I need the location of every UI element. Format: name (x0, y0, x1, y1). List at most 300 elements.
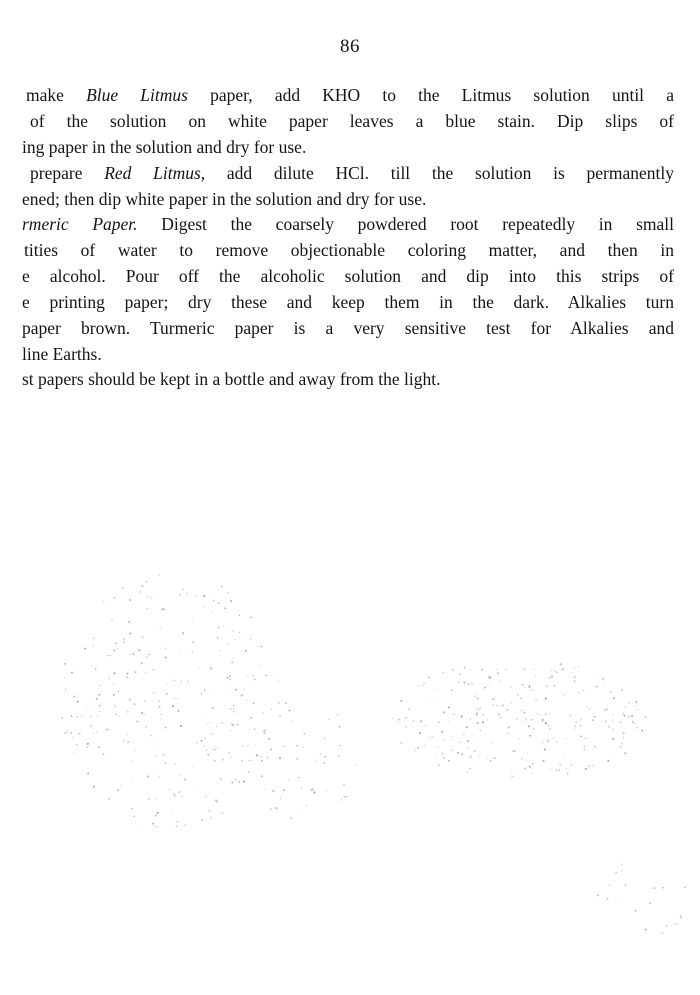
speckle-dot (153, 693, 154, 694)
speckle-dot (615, 871, 617, 873)
speckle-dot (86, 746, 88, 748)
speckle-dot (337, 714, 338, 715)
speckle-dot (279, 757, 281, 759)
speckle-dot (146, 581, 147, 582)
speckle-dot (262, 712, 263, 713)
speckle-dot (268, 738, 270, 740)
speckle-dot (612, 714, 613, 715)
text-line-10 (0, 317, 674, 339)
speckle-dot (256, 754, 258, 756)
speckle-dot (512, 750, 514, 752)
speckle-dot (604, 709, 606, 711)
speckle-dot (149, 654, 151, 656)
speckle-dot (232, 631, 233, 632)
text-line-4 (0, 162, 674, 184)
speckle-dot (99, 685, 100, 686)
speckle-dot (404, 717, 405, 718)
speckle-dot (539, 714, 540, 715)
speckle-dot (132, 653, 134, 655)
speckle-dot (230, 708, 232, 710)
speckle-dot (271, 675, 272, 676)
speckle-dot (127, 741, 128, 742)
text-run: paper brown. Turmeric paper is a very sensitive test for Alkalies and (22, 318, 674, 338)
speckle-dot (174, 795, 176, 797)
speckle-dot (135, 671, 137, 673)
speckle-dot (234, 779, 236, 781)
speckle-dot (542, 720, 544, 722)
speckle-dot (261, 760, 263, 762)
speckle-dot (90, 716, 92, 718)
speckle-dot (200, 693, 202, 695)
speckle-dot (111, 620, 112, 621)
speckle-dot (458, 681, 460, 683)
speckle-dot (578, 692, 579, 693)
text-run: tities of water to remove objectionable coloring matter, and then in (24, 240, 674, 260)
speckle-dot (313, 791, 315, 793)
speckle-dot (93, 645, 95, 647)
speckle-dot (216, 801, 218, 803)
speckle-dot (476, 714, 478, 716)
speckle-dot (583, 749, 585, 751)
speckle-dot (211, 611, 212, 612)
speckle-dot (229, 675, 231, 677)
speckle-dot (187, 593, 188, 594)
speckle-dot (103, 601, 104, 602)
speckle-dot (574, 725, 576, 727)
speckle-dot (496, 705, 498, 707)
speckle-dot (70, 732, 72, 734)
speckle-dot (96, 732, 97, 733)
speckle-dot (255, 744, 256, 745)
speckle-dot (439, 765, 440, 766)
speckle-dot (252, 760, 253, 761)
speckle-dot (99, 747, 100, 748)
speckle-dot (612, 738, 614, 740)
speckle-dot (218, 602, 220, 604)
speckle-dot (518, 738, 519, 739)
speckle-dot (529, 687, 531, 689)
speckle-dot (64, 663, 66, 665)
speckle-dot (480, 707, 481, 708)
text-run: ing paper in the solution and dry for use. (22, 137, 307, 157)
speckle-dot (448, 706, 450, 708)
speckle-dot (636, 701, 638, 703)
speckle-dot (525, 718, 527, 720)
speckle-dot (420, 720, 422, 722)
speckle-dot (470, 756, 472, 758)
text-run: st papers should be kept in a bottle and away from the light. (22, 369, 441, 389)
speckle-dot (684, 887, 685, 888)
speckle-dot (243, 781, 245, 783)
speckle-dot (497, 672, 499, 674)
text-line-5 (0, 188, 700, 210)
speckle-dot (159, 701, 160, 702)
speckle-dot (452, 736, 453, 737)
text-line-11 (0, 343, 700, 365)
text-line-1 (0, 84, 674, 106)
speckle-dot (622, 870, 623, 871)
speckle-dot (131, 761, 132, 762)
speckle-dot (73, 696, 75, 698)
speckle-dot (392, 718, 393, 719)
speckle-dot (583, 690, 585, 692)
speckle-dot (152, 823, 154, 825)
speckle-dot (580, 735, 582, 737)
speckle-dot (179, 594, 181, 596)
speckle-dot (488, 686, 489, 687)
speckle-dot (87, 705, 88, 706)
speckle-dot (562, 668, 564, 670)
speckle-dot (522, 684, 524, 686)
speckle-dot (437, 689, 438, 690)
speckle-dot (549, 728, 551, 730)
speckle-dot (292, 721, 293, 722)
speckle-dot (452, 669, 454, 671)
speckle-dot (506, 669, 508, 671)
speckle-dot (221, 586, 223, 588)
speckle-dot (546, 739, 547, 740)
speckle-dot (524, 687, 525, 688)
text-line-9 (0, 291, 674, 313)
speckle-dot (207, 754, 209, 756)
text-run: add dilute HCl. till the solution is permanently (205, 163, 674, 183)
speckle-dot (355, 764, 357, 766)
speckle-dot (67, 731, 69, 733)
speckle-dot (160, 627, 161, 628)
speckle-dot (481, 669, 483, 671)
speckle-dot (61, 717, 63, 719)
speckle-dot (406, 717, 407, 718)
speckle-dot (288, 779, 289, 780)
speckle-dot (528, 685, 530, 687)
speckle-dot (662, 887, 664, 889)
speckle-dot (231, 724, 232, 725)
speckle-dot (408, 708, 410, 710)
speckle-dot (437, 746, 439, 748)
speckle-dot (612, 729, 614, 731)
speckle-dot (203, 595, 205, 597)
speckle-dot (478, 709, 479, 710)
speckle-dot (467, 740, 469, 742)
speckle-dot (553, 738, 554, 739)
speckle-dot (222, 812, 224, 814)
speckle-dot (551, 676, 553, 678)
text-line-3 (0, 136, 700, 158)
speckle-dot (594, 678, 595, 679)
speckle-dot (129, 599, 131, 601)
speckle-dot (304, 733, 305, 734)
speckle-dot (298, 777, 299, 778)
speckle-dot (217, 748, 218, 749)
speckle-dot (623, 732, 625, 734)
speckle-dot (451, 750, 453, 752)
speckle-dot (168, 789, 169, 790)
speckle-dot (482, 721, 484, 723)
speckle-dot (254, 679, 256, 681)
speckle-dot (338, 755, 340, 757)
speckle-dot (129, 633, 131, 635)
speckle-dot (453, 714, 455, 716)
speckle-dot (155, 756, 156, 757)
speckle-dot (326, 789, 327, 790)
speckle-dot (184, 824, 185, 825)
speckle-dot (250, 717, 252, 719)
speckle-dot (542, 719, 544, 721)
speckle-dot (146, 672, 147, 673)
speckle-dot (184, 779, 186, 781)
speckle-dot (405, 726, 406, 727)
speckle-dot (201, 819, 203, 821)
speckle-dot (527, 753, 528, 754)
speckle-dot (176, 826, 177, 827)
speckle-dot (181, 796, 183, 798)
speckle-dot (537, 713, 538, 714)
speckle-dot (239, 632, 240, 633)
speckle-dot (296, 745, 298, 747)
speckle-dot (613, 697, 615, 699)
speckle-dot (467, 771, 468, 772)
speckle-dot (532, 719, 533, 720)
speckle-dot (525, 760, 526, 761)
speckle-dot (227, 677, 229, 679)
speckle-dot (480, 730, 481, 731)
speckle-dot (443, 711, 445, 713)
speckle-dot (134, 703, 136, 705)
speckle-dot (586, 705, 587, 706)
speckle-dot (497, 669, 498, 670)
speckle-dot (566, 768, 567, 769)
speckle-dot (559, 769, 561, 771)
speckle-dot (84, 647, 86, 649)
speckle-dot (489, 677, 491, 679)
speckle-dot (253, 702, 255, 704)
speckle-dot (138, 649, 140, 651)
speckle-dot (182, 589, 184, 591)
speckle-dot (270, 809, 271, 810)
speckle-dot (547, 740, 549, 742)
speckle-dot (521, 710, 522, 711)
speckle-dot (133, 816, 135, 818)
speckle-dot (549, 768, 550, 769)
speckle-dot (205, 749, 207, 751)
speckle-dot (637, 727, 638, 728)
speckle-dot (123, 741, 124, 742)
speckle-dot (211, 733, 213, 735)
speckle-dot (117, 789, 119, 791)
speckle-dot (74, 753, 75, 754)
speckle-dot (546, 685, 547, 686)
speckle-dot (103, 753, 104, 754)
speckle-dot (533, 728, 535, 730)
speckle-dot (548, 677, 550, 679)
speckle-dot (108, 798, 110, 800)
speckle-dot (165, 727, 167, 729)
speckle-dot (233, 709, 234, 710)
speckle-dot (469, 768, 471, 770)
speckle-dot (263, 730, 265, 732)
speckle-dot (264, 732, 266, 734)
speckle-dot (522, 722, 523, 723)
speckle-dot (512, 775, 514, 777)
speckle-dot (312, 788, 314, 790)
speckle-dot (264, 789, 265, 790)
speckle-dot (182, 632, 184, 634)
speckle-dot (249, 760, 251, 762)
speckle-dot (612, 721, 613, 722)
speckle-dot (474, 750, 476, 752)
speckle-dot (123, 638, 125, 640)
speckle-dot (529, 766, 531, 768)
speckle-dot (521, 758, 522, 759)
speckle-dot (251, 635, 252, 636)
italic-term: rmeric Paper. (22, 214, 138, 234)
speckle-dot (141, 712, 143, 714)
speckle-dot (141, 585, 143, 587)
speckle-dot (526, 720, 527, 721)
speckle-dot (565, 738, 566, 739)
speckle-dot (662, 933, 663, 934)
speckle-dot (115, 597, 116, 598)
speckle-dot (271, 709, 272, 710)
speckle-dot (254, 728, 255, 729)
speckle-dot (520, 698, 521, 699)
speckle-dot (159, 744, 160, 745)
speckle-dot (113, 684, 114, 685)
speckle-dot (468, 748, 469, 749)
speckle-dot (492, 742, 493, 743)
text-line-7 (0, 239, 674, 261)
speckle-dot (506, 709, 508, 711)
speckle-dot (260, 665, 261, 666)
speckle-dot (224, 607, 226, 609)
speckle-dot (415, 750, 416, 751)
speckle-dot (554, 670, 556, 672)
speckle-dot (134, 749, 135, 750)
speckle-dot (227, 592, 228, 593)
speckle-dot (244, 689, 245, 690)
speckle-dot (459, 673, 461, 675)
speckle-dot (517, 694, 519, 696)
speckle-dot (605, 721, 607, 723)
speckle-dot (145, 726, 147, 728)
speckle-dot (482, 668, 483, 669)
speckle-dot (448, 760, 450, 762)
speckle-dot (113, 694, 115, 696)
speckle-dot (398, 718, 400, 720)
speckle-dot (577, 721, 578, 722)
speckle-dot (477, 698, 479, 700)
speckle-dot (96, 698, 98, 700)
speckle-dot (680, 917, 682, 919)
speckle-dot (563, 694, 564, 695)
speckle-dot (158, 826, 159, 827)
speckle-dot (175, 763, 176, 764)
speckle-dot (206, 724, 207, 725)
speckle-dot (144, 700, 145, 701)
speckle-dot (155, 814, 157, 816)
speckle-dot (498, 713, 500, 715)
speckle-dot (92, 665, 93, 666)
speckle-dot (310, 789, 312, 791)
speckle-dot (645, 929, 647, 931)
speckle-dot (159, 575, 160, 576)
speckle-dot (635, 705, 636, 706)
text-run: line Earths. (22, 344, 102, 364)
speckle-dot (289, 709, 291, 711)
speckle-dot (585, 768, 587, 770)
speckle-dot (606, 708, 608, 710)
speckle-dot (146, 656, 148, 658)
speckle-dot (613, 738, 614, 739)
speckle-dot (477, 722, 479, 724)
speckle-dot (157, 812, 159, 814)
speckle-dot (417, 747, 419, 749)
speckle-dot (511, 703, 512, 704)
speckle-dot (607, 760, 609, 762)
speckle-dot (574, 668, 575, 669)
speckle-dot (246, 699, 248, 701)
speckle-dot (488, 676, 490, 678)
speckle-dot (218, 627, 220, 629)
speckle-dot (514, 751, 515, 752)
speckle-dot (680, 915, 681, 916)
speckle-dot (64, 677, 65, 678)
speckle-dot (110, 655, 111, 656)
speckle-dot (180, 653, 181, 654)
speckle-dot (166, 693, 167, 694)
speckle-dot (203, 746, 205, 748)
speckle-dot (544, 748, 546, 750)
speckle-dot (551, 670, 552, 671)
speckle-dot (250, 617, 251, 618)
speckle-dot (588, 765, 590, 767)
speckle-dot (487, 758, 488, 759)
speckle-dot (280, 798, 281, 799)
text-run: e alcohol. Pour off the alcoholic solution and dip into this strips of (22, 266, 674, 286)
speckle-dot (114, 672, 116, 674)
speckle-dot (516, 718, 517, 719)
speckle-dot (147, 776, 149, 778)
speckle-dot (165, 657, 167, 659)
speckle-dot (71, 672, 73, 674)
speckle-dot (419, 732, 421, 734)
speckle-dot (210, 817, 211, 818)
speckle-dot (237, 724, 239, 726)
speckle-dot (215, 799, 217, 801)
speckle-dot (164, 762, 166, 764)
speckle-dot (126, 676, 128, 678)
speckle-dot (523, 712, 525, 714)
speckle-dot (260, 756, 262, 758)
speckle-dot (277, 681, 278, 682)
speckle-dot (261, 756, 262, 757)
speckle-dot (150, 735, 152, 737)
speckle-dot (492, 698, 494, 700)
speckle-dot (241, 760, 243, 762)
speckle-dot (456, 718, 457, 719)
speckle-dot (224, 705, 225, 706)
speckle-dot (575, 722, 577, 724)
speckle-dot (250, 639, 251, 640)
speckle-dot (139, 666, 140, 667)
text-run: ened; then dip white paper in the solution and dry for use. (22, 189, 427, 209)
speckle-dot (139, 824, 140, 825)
speckle-dot (192, 641, 194, 643)
speckle-dot (460, 715, 462, 717)
speckle-dot (109, 678, 110, 679)
speckle-dot (535, 676, 536, 677)
speckle-dot (507, 732, 509, 734)
